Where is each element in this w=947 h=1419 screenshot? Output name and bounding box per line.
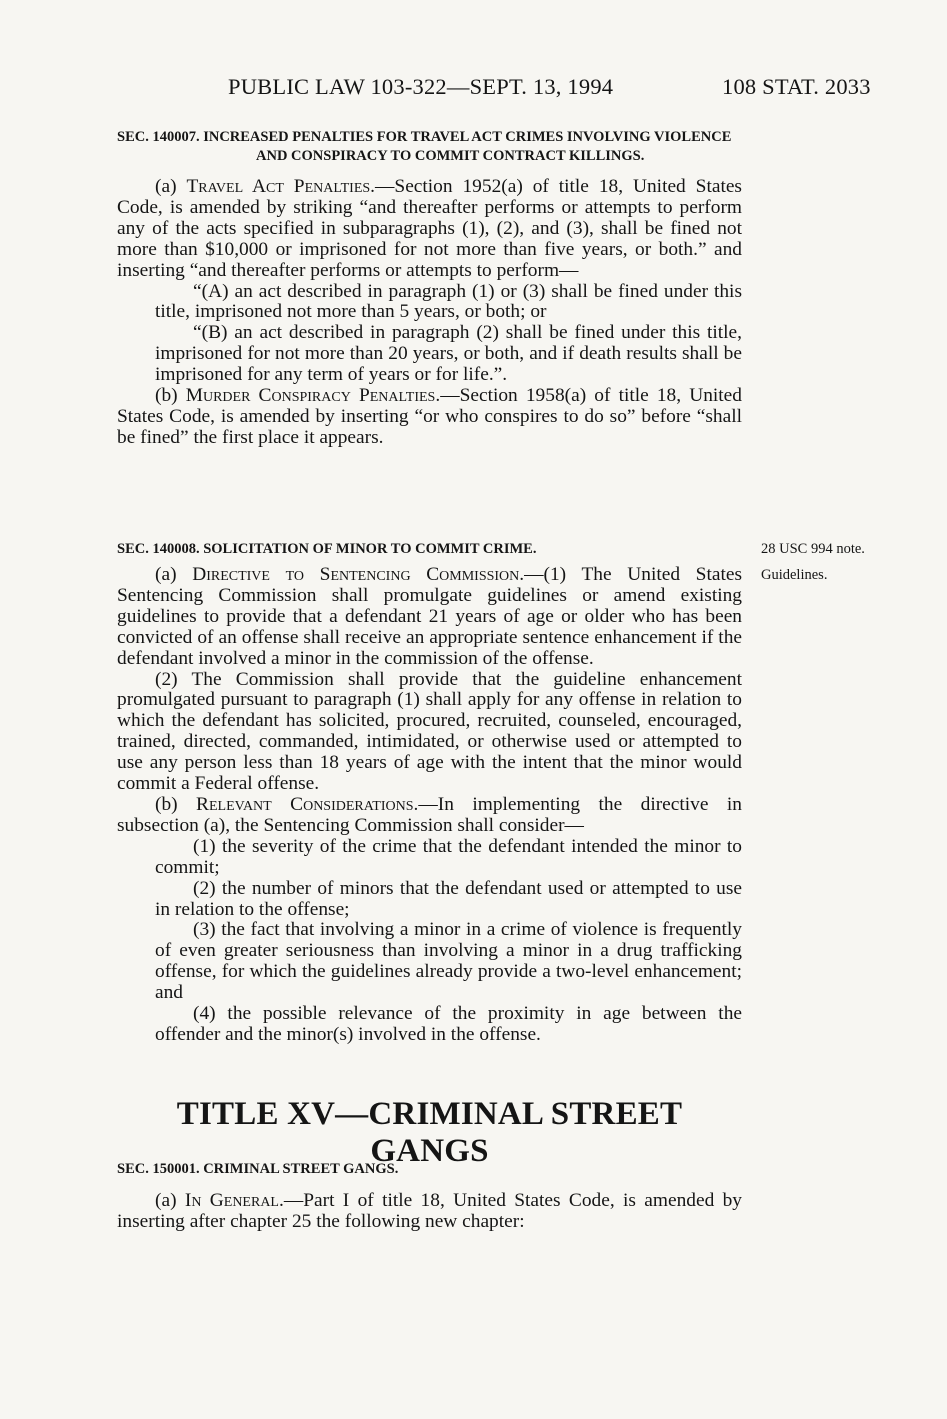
running-header-title: PUBLIC LAW 103-322—SEPT. 13, 1994 <box>228 74 614 99</box>
subsection-caption: In General. <box>184 1190 284 1211</box>
margin-note-usc: 28 USC 994 note. <box>761 541 865 557</box>
quoted-subparagraph-b: “(B) an act described in paragraph (2) shall be fined under this title, imprisoned for not more than 20 years, or both, and if death results shall be imprisoned for any term of years or for life.”. <box>155 322 742 386</box>
subsection-caption: Travel Act Penalties. <box>186 176 376 197</box>
paragraph-a2: (2) The Commission shall provide that the guideline enhancement promulgated pursuant to paragraph (1) shall apply for any offense in relation to which the defendant has solicited, procured, recruited, counseled, encouraged, trained, directed, commanded, intimidated, or otherwise used or attempted to use any person less than 18 years of age with the intent that the minor would commit a Federal offense. <box>117 668 742 795</box>
section-140007 <box>117 128 742 449</box>
consideration-item: (2) the number of minors that the defendant used or attempted to use in relation to the offense; <box>155 877 742 920</box>
subsection-a: (a) Travel Act Penalties.—Section 1952(a) of title 18, United States Code, is amended by striking “and thereafter performs or attempts to perform any of the acts specified in subparagraphs (1), (2), and (3), shall be fined not more than $10,000 or imprisoned for not more than five years, or both.” and inserting “and thereafter performs or attempts to perform— <box>117 176 742 281</box>
subsection-a: (a) Directive to Sentencing Commission.—(1) The United States Sentencing Commission shall promulgate guidelines or amend existing guidelines to provide that a defendant 21 years of age or older who has been convicted of an offense shall receive an appropriate sentence enhancement if the defendant involved a minor in the commission of the offense. <box>117 564 743 669</box>
consideration-item: (4) the possible relevance of the proximity in age between the offender and the minor(s) involved in the offense. <box>155 1003 742 1045</box>
margin-note-guidelines: Guidelines. <box>761 567 828 583</box>
section-150001 <box>117 1160 742 1233</box>
section-140008 <box>117 540 742 1046</box>
running-header-stat-page: 108 STAT. 2033 <box>722 74 871 99</box>
subsection-a: (a) In General.—Part I of title 18, United States Code, is amended by inserting after chapter 25 the following new chapter: <box>117 1190 742 1232</box>
title-heading: TITLE XV—CRIMINAL STREET GANGS <box>176 1096 683 1169</box>
quoted-subparagraph-a: “(A) an act described in paragraph (1) or (3) shall be fined under this title, imprisoned not more than 5 years, or both; or <box>155 280 742 323</box>
section-heading: SEC. 140008. SOLICITATION OF MINOR TO COMMIT CRIME. <box>117 541 537 557</box>
subsection-b: (b) Murder Conspiracy Penalties.—Section 1958(a) of title 18, United States Code, is amended by inserting “or who conspires to do so” before “shall be fined” the first place it appears. <box>117 385 742 448</box>
section-heading: SEC. 140007. INCREASED PENALTIES FOR TRAVEL ACT CRIMES INVOLVING VIOLENCE AND CONSPIRACY TO COMMIT CONTRACT KILLINGS. <box>117 129 732 164</box>
consideration-item: (1) the severity of the crime that the defendant intended the minor to commit; <box>155 835 742 878</box>
section-heading: SEC. 150001. CRIMINAL STREET GANGS. <box>117 1161 399 1177</box>
subsection-b: (b) Relevant Considerations.—In implementing the directive in subsection (a), the Sentencing Commission shall consider— <box>117 793 742 836</box>
subsection-caption: Murder Conspiracy Penalties. <box>185 385 441 407</box>
subsection-caption: Relevant Considerations. <box>196 793 419 815</box>
subsection-caption: Directive to Sentencing Commission. <box>192 564 525 585</box>
consideration-item: (3) the fact that involving a minor in a crime of violence is frequently of even greater seriousness than involving a minor in a drug trafficking offense, for which the guidelines already provide a two-level enhancement; and <box>155 919 742 1004</box>
